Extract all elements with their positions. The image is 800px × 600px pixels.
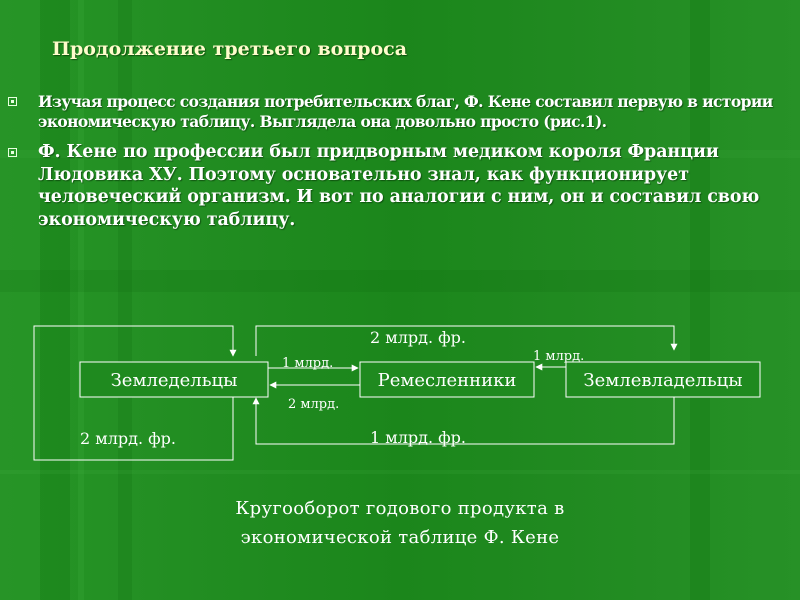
square-bullet-icon [8,148,17,157]
bullet-item [8,141,792,231]
node-farmers [80,362,268,397]
bottom-flow-label: 1 млрд. фр. [370,428,466,447]
farmers-to-artisans-label: 1 млрд. [282,356,334,371]
bullet-list [8,92,792,231]
bullet-text: Изучая процесс создания потребительских благ, Ф. Кене составил первую в истории экономическую таблицу. Выглядела она довольно просто (рис.1). [38,92,773,131]
node-landowners [566,362,760,397]
diagram-caption [200,494,600,552]
node-farmers-label: Земледельцы [110,370,238,391]
landowners-to-artisans-label: 1 млрд. [533,349,585,364]
node-artisans [360,362,534,397]
caption-line: экономической таблице Ф. Кене [240,527,560,548]
artisans-to-farmers-label: 2 млрд. [288,397,340,412]
left-loop-label: 2 млрд. фр. [80,429,176,448]
node-artisans-label: Ремесленники [377,370,517,391]
top-flow-label: 2 млрд. фр. [370,328,466,347]
node-landowners-label: Землевладельцы [583,370,743,391]
bullet-item [8,92,792,132]
square-bullet-icon [8,97,17,106]
bullet-text: Ф. Кене по профессии был придворным медиком короля Франции Людовика XУ. Поэтому основательно знал, как функционирует человеческий организм. И вот по аналогии с ним, он и составил свою экономическую таблицу. [38,142,760,230]
slide-title: Продолжение третьего вопроса [52,38,408,60]
caption-line: Кругооборот годового продукта в [235,498,565,519]
